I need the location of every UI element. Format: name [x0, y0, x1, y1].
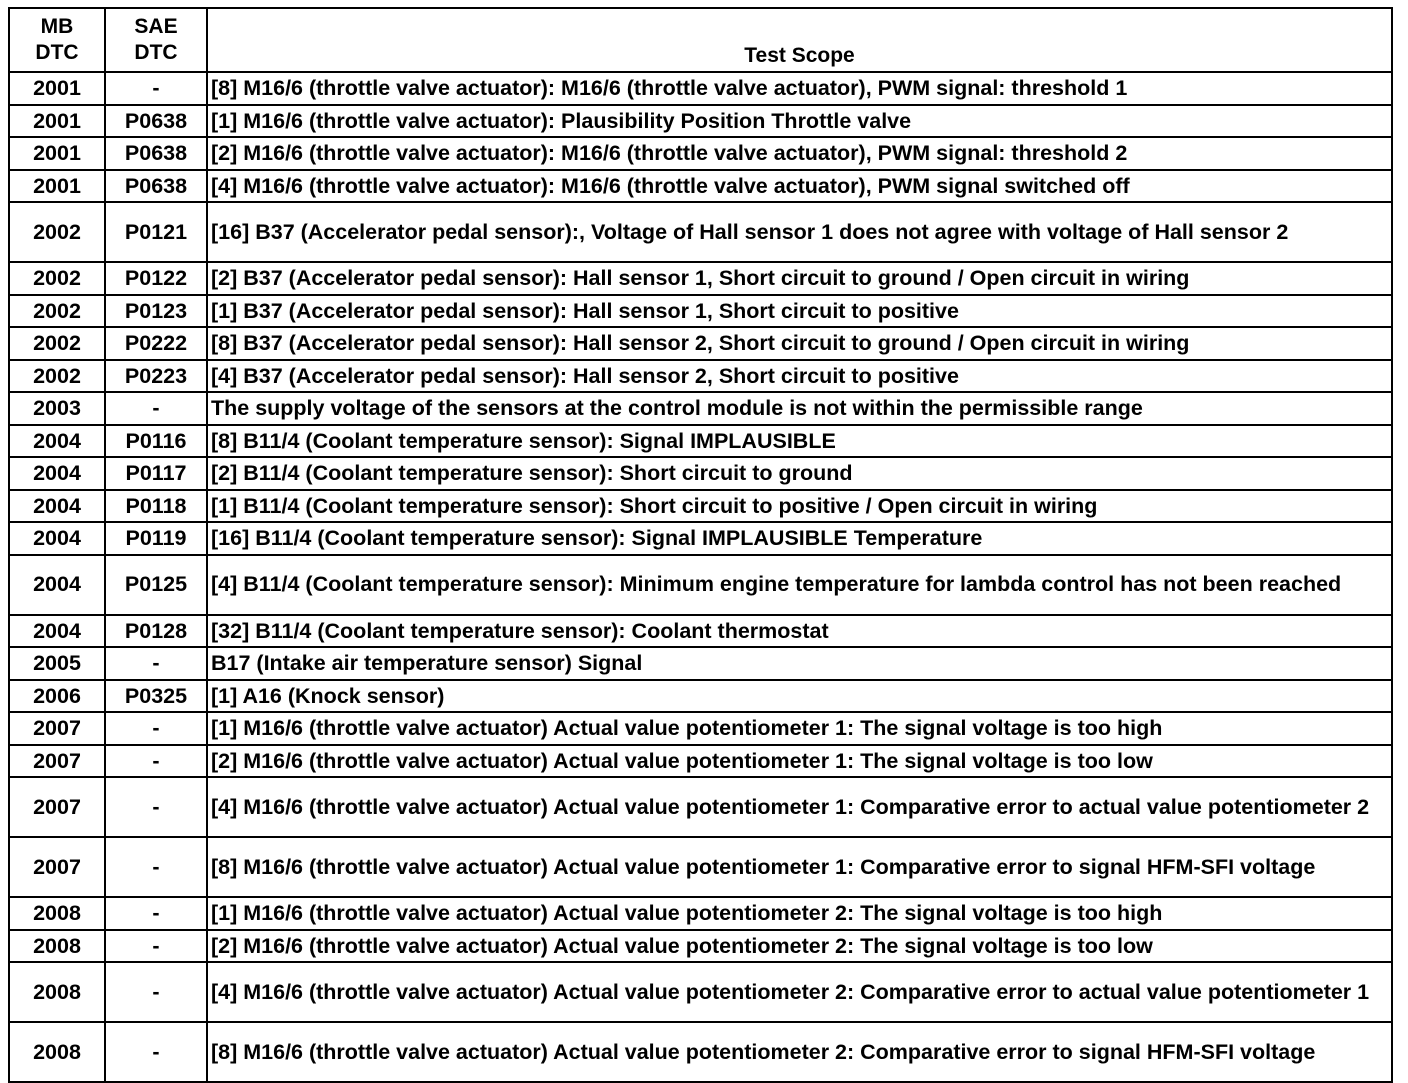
- table-row: [9, 712, 1392, 745]
- mb-dtc-cell: 2001: [9, 105, 105, 138]
- sae-dtc-cell: P0125: [105, 555, 207, 615]
- mb-dtc-cell: 2004: [9, 425, 105, 458]
- header-sae-line-1: SAE: [134, 15, 178, 38]
- sae-dtc-cell: -: [105, 647, 207, 680]
- mb-dtc-cell: 2008: [9, 897, 105, 930]
- test-scope-cell: [16] B11/4 (Coolant temperature sensor): Signal IMPLAUSIBLE Temperature: [207, 522, 1392, 555]
- header-sae-dtc: [105, 8, 207, 72]
- table-row: [9, 170, 1392, 203]
- sae-dtc-cell: P0638: [105, 170, 207, 203]
- sae-dtc-cell: P0117: [105, 457, 207, 490]
- table-row: [9, 522, 1392, 555]
- table-row: [9, 457, 1392, 490]
- test-scope-cell: [1] B11/4 (Coolant temperature sensor): Short circuit to positive / Open circuit in wiring: [207, 490, 1392, 523]
- sae-dtc-cell: -: [105, 897, 207, 930]
- test-scope-cell: [2] M16/6 (throttle valve actuator) Actual value potentiometer 1: The signal voltage is too low: [207, 745, 1392, 778]
- sae-dtc-cell: -: [105, 962, 207, 1022]
- sae-dtc-cell: -: [105, 777, 207, 837]
- test-scope-cell: [2] M16/6 (throttle valve actuator) Actual value potentiometer 2: The signal voltage is too low: [207, 930, 1392, 963]
- dtc-table: [8, 7, 1393, 1083]
- sae-dtc-cell: P0119: [105, 522, 207, 555]
- sae-dtc-cell: P0118: [105, 490, 207, 523]
- sae-dtc-cell: P0123: [105, 295, 207, 328]
- table-row: [9, 295, 1392, 328]
- sae-dtc-cell: -: [105, 392, 207, 425]
- mb-dtc-cell: 2002: [9, 360, 105, 393]
- table-header: [9, 8, 1392, 72]
- header-row: [9, 8, 1392, 72]
- sae-dtc-cell: P0638: [105, 137, 207, 170]
- test-scope-cell: B17 (Intake air temperature sensor) Signal: [207, 647, 1392, 680]
- mb-dtc-cell: 2001: [9, 137, 105, 170]
- test-scope-cell: [8] B37 (Accelerator pedal sensor): Hall sensor 2, Short circuit to ground / Open circuit in wiring: [207, 327, 1392, 360]
- mb-dtc-cell: 2006: [9, 680, 105, 713]
- test-scope-cell: [2] B37 (Accelerator pedal sensor): Hall sensor 1, Short circuit to ground / Open circuit in wiring: [207, 262, 1392, 295]
- sae-dtc-cell: -: [105, 72, 207, 105]
- mb-dtc-cell: 2008: [9, 1022, 105, 1082]
- mb-dtc-cell: 2001: [9, 170, 105, 203]
- mb-dtc-cell: 2002: [9, 327, 105, 360]
- mb-dtc-cell: 2008: [9, 930, 105, 963]
- test-scope-cell: [4] B37 (Accelerator pedal sensor): Hall sensor 2, Short circuit to positive: [207, 360, 1392, 393]
- table-row: [9, 72, 1392, 105]
- table-row: [9, 647, 1392, 680]
- sae-dtc-cell: -: [105, 837, 207, 897]
- sae-dtc-cell: -: [105, 1022, 207, 1082]
- test-scope-cell: [4] M16/6 (throttle valve actuator): M16/6 (throttle valve actuator), PWM signal switched off: [207, 170, 1392, 203]
- sae-dtc-cell: P0121: [105, 202, 207, 262]
- header-test-scope: Test Scope: [207, 8, 1392, 72]
- sae-dtc-cell: P0325: [105, 680, 207, 713]
- test-scope-cell: [8] M16/6 (throttle valve actuator): M16/6 (throttle valve actuator), PWM signal: threshold 1: [207, 72, 1392, 105]
- sae-dtc-cell: P0122: [105, 262, 207, 295]
- test-scope-cell: [8] M16/6 (throttle valve actuator) Actual value potentiometer 1: Comparative error to signal HFM-SFI voltage: [207, 837, 1392, 897]
- mb-dtc-cell: 2002: [9, 262, 105, 295]
- test-scope-cell: [4] B11/4 (Coolant temperature sensor): Minimum engine temperature for lambda control has not been reached: [207, 555, 1392, 615]
- test-scope-cell: [1] M16/6 (throttle valve actuator) Actual value potentiometer 1: The signal voltage is too high: [207, 712, 1392, 745]
- test-scope-cell: [8] M16/6 (throttle valve actuator) Actual value potentiometer 2: Comparative error to signal HFM-SFI voltage: [207, 1022, 1392, 1082]
- mb-dtc-cell: 2005: [9, 647, 105, 680]
- table-row: [9, 615, 1392, 648]
- test-scope-cell: [1] A16 (Knock sensor): [207, 680, 1392, 713]
- table-row: [9, 137, 1392, 170]
- table-row: [9, 897, 1392, 930]
- mb-dtc-cell: 2004: [9, 522, 105, 555]
- mb-dtc-cell: 2007: [9, 777, 105, 837]
- table-row: [9, 745, 1392, 778]
- mb-dtc-cell: 2003: [9, 392, 105, 425]
- test-scope-cell: [4] M16/6 (throttle valve actuator) Actual value potentiometer 1: Comparative error to actual value potentiometer 2: [207, 777, 1392, 837]
- table-row: [9, 680, 1392, 713]
- test-scope-cell: [32] B11/4 (Coolant temperature sensor): Coolant thermostat: [207, 615, 1392, 648]
- table-row: [9, 777, 1392, 837]
- table-body: [9, 72, 1392, 1082]
- mb-dtc-cell: 2007: [9, 712, 105, 745]
- table-row: [9, 962, 1392, 1022]
- sae-dtc-cell: -: [105, 930, 207, 963]
- sae-dtc-cell: -: [105, 712, 207, 745]
- table-row: [9, 1022, 1392, 1082]
- table-row: [9, 425, 1392, 458]
- mb-dtc-cell: 2007: [9, 745, 105, 778]
- mb-dtc-cell: 2002: [9, 202, 105, 262]
- sae-dtc-cell: P0128: [105, 615, 207, 648]
- sae-dtc-cell: -: [105, 745, 207, 778]
- sae-dtc-cell: P0638: [105, 105, 207, 138]
- mb-dtc-cell: 2008: [9, 962, 105, 1022]
- table-row: [9, 105, 1392, 138]
- mb-dtc-cell: 2001: [9, 72, 105, 105]
- table-row: [9, 837, 1392, 897]
- sae-dtc-cell: P0222: [105, 327, 207, 360]
- header-mb-dtc: [9, 8, 105, 72]
- mb-dtc-cell: 2004: [9, 490, 105, 523]
- test-scope-cell: [16] B37 (Accelerator pedal sensor):, Voltage of Hall sensor 1 does not agree with voltage of Hall sensor 2: [207, 202, 1392, 262]
- table-row: [9, 327, 1392, 360]
- sae-dtc-cell: P0223: [105, 360, 207, 393]
- test-scope-cell: [8] B11/4 (Coolant temperature sensor): Signal IMPLAUSIBLE: [207, 425, 1392, 458]
- table-row: [9, 262, 1392, 295]
- test-scope-cell: [1] M16/6 (throttle valve actuator): Plausibility Position Throttle valve: [207, 105, 1392, 138]
- header-mb-line-1: MB: [40, 15, 74, 38]
- table-row: [9, 202, 1392, 262]
- mb-dtc-cell: 2004: [9, 615, 105, 648]
- test-scope-cell: [2] M16/6 (throttle valve actuator): M16/6 (throttle valve actuator), PWM signal: threshold 2: [207, 137, 1392, 170]
- table-row: [9, 930, 1392, 963]
- test-scope-cell: [1] M16/6 (throttle valve actuator) Actual value potentiometer 2: The signal voltage is too high: [207, 897, 1392, 930]
- table-row: [9, 490, 1392, 523]
- table-row: [9, 392, 1392, 425]
- mb-dtc-cell: 2004: [9, 555, 105, 615]
- header-sae-line-2: DTC: [134, 41, 178, 64]
- sae-dtc-cell: P0116: [105, 425, 207, 458]
- mb-dtc-cell: 2004: [9, 457, 105, 490]
- test-scope-cell: [4] M16/6 (throttle valve actuator) Actual value potentiometer 2: Comparative error to actual value potentiometer 1: [207, 962, 1392, 1022]
- test-scope-cell: [1] B37 (Accelerator pedal sensor): Hall sensor 1, Short circuit to positive: [207, 295, 1392, 328]
- mb-dtc-cell: 2007: [9, 837, 105, 897]
- table-row: [9, 555, 1392, 615]
- mb-dtc-cell: 2002: [9, 295, 105, 328]
- test-scope-cell: [2] B11/4 (Coolant temperature sensor): Short circuit to ground: [207, 457, 1392, 490]
- table-row: [9, 360, 1392, 393]
- test-scope-cell: The supply voltage of the sensors at the control module is not within the permissible range: [207, 392, 1392, 425]
- header-mb-line-2: DTC: [35, 41, 79, 64]
